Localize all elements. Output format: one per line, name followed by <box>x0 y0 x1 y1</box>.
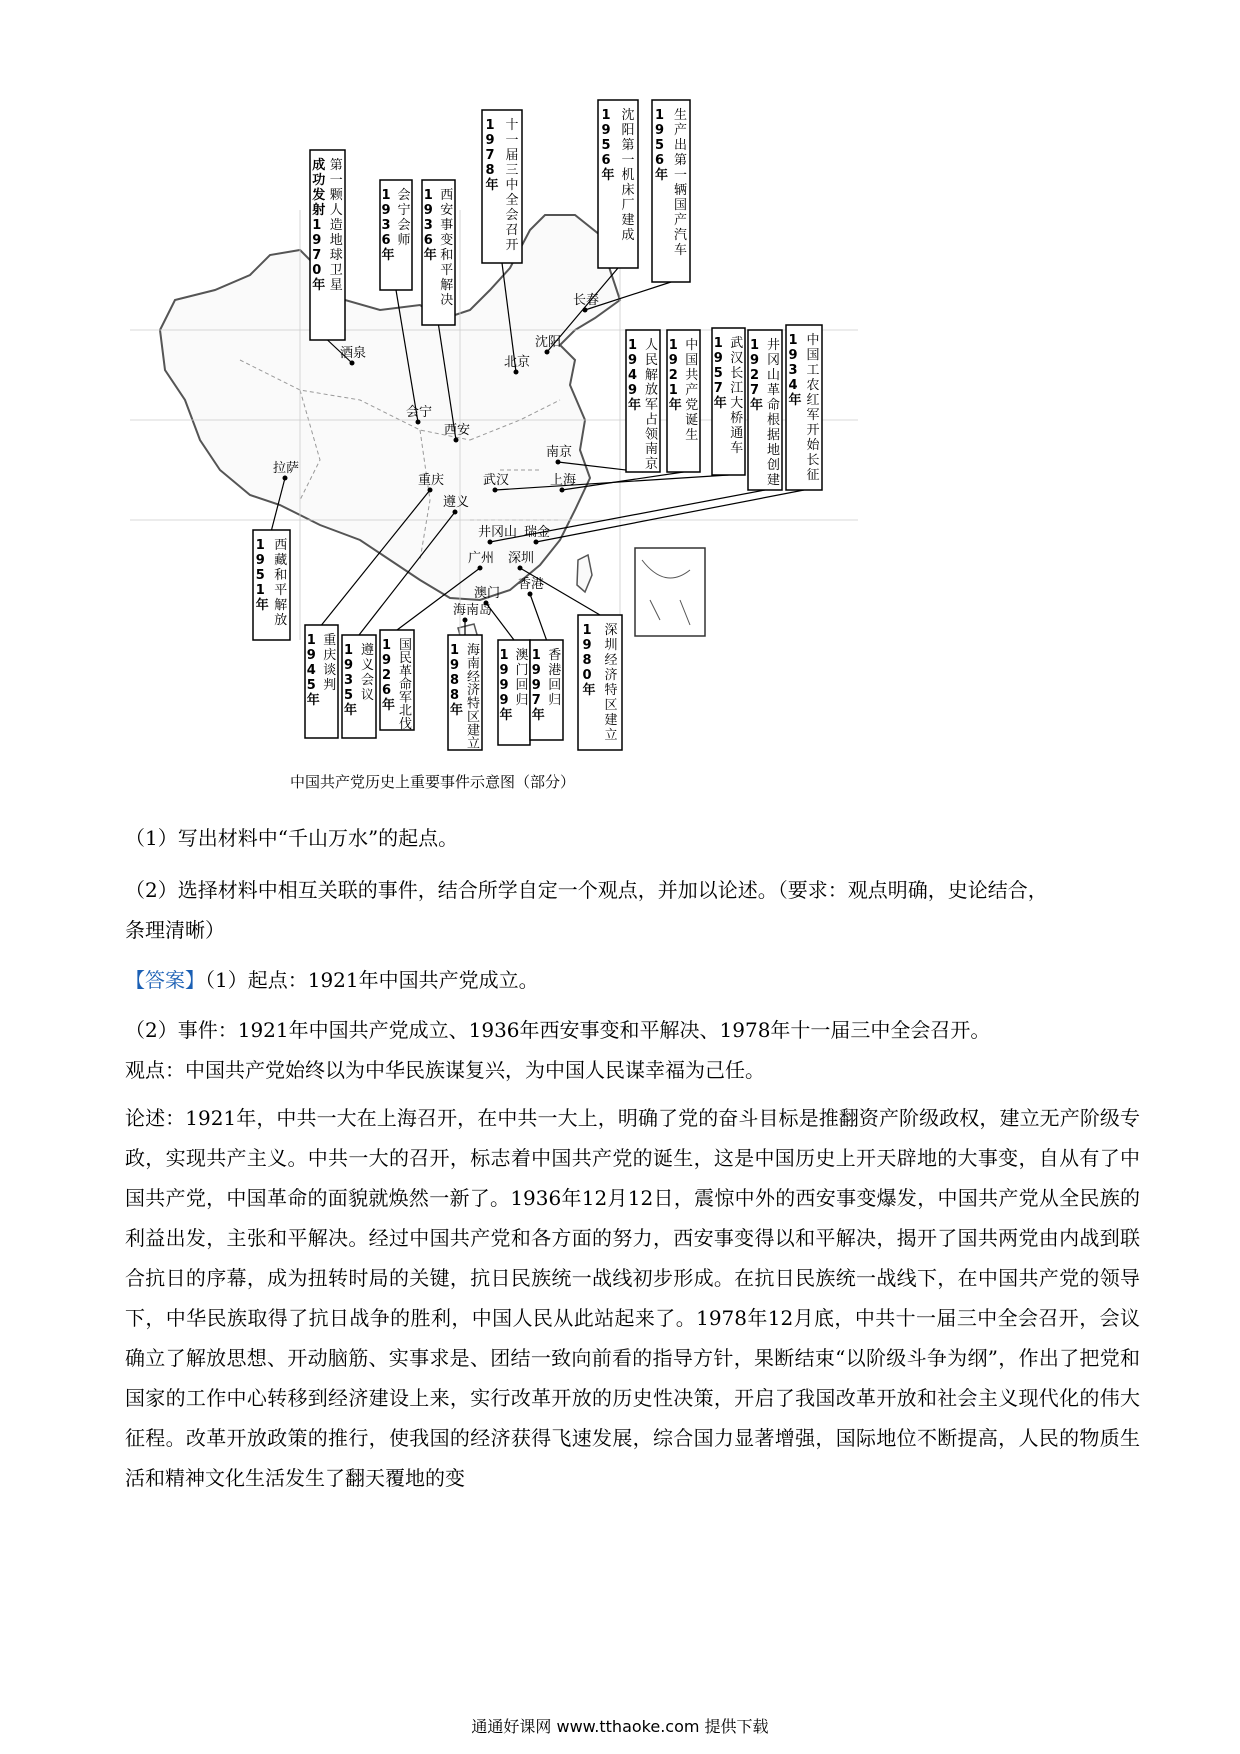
event-year-char: 9 <box>788 348 798 363</box>
event-label-char: 根 <box>767 413 781 428</box>
event-year-char: 年 <box>312 278 326 293</box>
event-label-char: 星 <box>329 278 343 293</box>
event-year-char: 年 <box>381 248 395 263</box>
event-label-char: 产 <box>674 123 688 138</box>
event-label-char: 海 <box>467 643 481 658</box>
event-label-char: 长 <box>806 453 820 468</box>
question-2-line1: （2）选择材料中相互关联的事件，结合所学自定一个观点，并加以论述。（要求：观点明确，史论结合， <box>125 878 1048 902</box>
event-label-char: 革 <box>767 383 781 398</box>
event-label-char: 开 <box>806 423 820 438</box>
event-year-char: 8 <box>582 653 592 668</box>
event-year-char: 9 <box>255 553 265 568</box>
event-label-char: 事 <box>440 218 454 233</box>
event-year-char: 7 <box>750 383 760 398</box>
event-label-char: 一 <box>329 173 343 188</box>
city-dot <box>428 488 433 493</box>
event-label-char: 车 <box>674 243 688 258</box>
event-label-char: 据 <box>767 428 781 443</box>
event-label-char: 产 <box>674 213 688 228</box>
event-label-char: 圳 <box>604 638 618 653</box>
event-label-char: 国 <box>674 198 688 213</box>
city-dot <box>350 361 355 366</box>
event-label-char: 长 <box>730 366 744 381</box>
event-label-char: 军 <box>399 690 413 706</box>
city-label: 长春 <box>573 293 600 308</box>
event-label-char: 大 <box>730 396 744 411</box>
city-dot <box>545 350 550 355</box>
event-year-char: 成 <box>312 158 326 173</box>
event-label-char: 中 <box>806 333 820 348</box>
event-year-char: 4 <box>788 378 798 393</box>
event-label-char: 造 <box>329 218 343 233</box>
event-year-char: 发 <box>312 188 326 203</box>
city-dot <box>283 476 288 481</box>
event-label-char: 京 <box>645 457 659 473</box>
event-label-char: 中 <box>505 178 519 193</box>
event-label-char: 球 <box>329 248 343 263</box>
event-year-char: 9 <box>306 648 316 663</box>
city-label: 会宁 <box>406 405 433 420</box>
event-label-char: 军 <box>806 408 820 423</box>
event-label-char: 一 <box>505 133 519 148</box>
event-label-char: 建 <box>767 473 781 488</box>
event-year-char: 1 <box>601 108 611 123</box>
event-year-char: 4 <box>306 663 316 678</box>
event-year-char: 1 <box>655 108 665 123</box>
city-label: 海南岛 <box>453 603 493 618</box>
event-label-char: 平 <box>440 263 454 278</box>
city-label: 香港 <box>518 577 545 592</box>
city-dot <box>488 540 493 545</box>
event-label-char: 经 <box>467 669 481 685</box>
event-label-char: 深 <box>604 623 618 638</box>
event-label-char: 出 <box>674 138 688 153</box>
event-label-char: 放 <box>645 382 659 398</box>
event-year-char: 9 <box>655 123 665 138</box>
event-year-char: 6 <box>382 683 392 698</box>
event-label-char: 人 <box>329 203 343 218</box>
city-label: 遵义 <box>443 495 470 510</box>
event-label-char: 变 <box>440 233 454 248</box>
event-year-char: 5 <box>306 678 316 693</box>
event-year-char: 年 <box>601 168 615 183</box>
city-label: 拉萨 <box>273 461 300 476</box>
event-label-char: 辆 <box>674 183 688 198</box>
event-year-char: 2 <box>668 368 678 383</box>
page-footer: 通通好课网 www.tthaoke.com 提供下载 <box>471 1717 769 1736</box>
event-label-char: 届 <box>505 148 519 163</box>
event-label-char: 生 <box>674 108 688 123</box>
event-year-char: 9 <box>450 658 460 673</box>
city-dot <box>493 488 498 493</box>
event-label-char: 汉 <box>730 351 744 366</box>
event-year-char: 7 <box>312 248 322 263</box>
event-label-char: 第 <box>674 153 688 168</box>
event-year-char: 2 <box>382 668 392 683</box>
event-label-char: 十 <box>505 118 519 133</box>
event-year-char: 5 <box>713 366 723 381</box>
event-label-char: 立 <box>604 728 618 743</box>
event-label-char: 第 <box>621 138 635 153</box>
event-year-char: 9 <box>750 353 760 368</box>
city-label: 广州 <box>468 551 495 566</box>
event-year-char: 功 <box>312 173 326 188</box>
event-year-char: 年 <box>750 398 764 413</box>
event-label-char: 生 <box>685 428 699 443</box>
event-label-char: 民 <box>645 352 659 368</box>
event-year-char: 1 <box>713 336 723 351</box>
event-year-char: 9 <box>713 351 723 366</box>
event-label-char: 宁 <box>397 203 411 218</box>
event-label-char: 地 <box>767 443 781 458</box>
event-label-char: 党 <box>685 398 699 413</box>
event-label-char: 义 <box>361 658 375 673</box>
event-label-char: 创 <box>767 458 781 473</box>
event-year-char: 1 <box>306 633 316 648</box>
event-label-char: 军 <box>645 397 659 413</box>
taiwan-island <box>577 555 592 592</box>
event-year-char: 年 <box>344 703 358 718</box>
event-year-char: 9 <box>499 678 509 693</box>
event-label-char: 地 <box>329 233 343 248</box>
event-label-char: 归 <box>515 693 529 708</box>
event-year-char: 年 <box>423 248 437 263</box>
city-dot <box>528 592 533 597</box>
event-label-char: 命 <box>767 398 781 413</box>
south-sea-inset <box>635 548 705 636</box>
event-label-char: 伐 <box>399 716 413 732</box>
event-year-char: 1 <box>381 188 391 203</box>
event-year-char: 1 <box>499 648 509 663</box>
event-year-char: 年 <box>450 703 464 718</box>
event-label-char: 全 <box>505 193 519 208</box>
event-year-char: 年 <box>788 393 802 408</box>
event-year-char: 9 <box>582 638 592 653</box>
city-label: 重庆 <box>418 473 445 488</box>
event-label-char: 人 <box>645 338 659 353</box>
event-label-char: 西 <box>440 188 454 203</box>
event-year-char: 1 <box>628 338 638 353</box>
event-label-char: 冈 <box>767 353 781 368</box>
city-label: 瑞金 <box>524 525 551 540</box>
city-dot <box>518 566 523 571</box>
event-label-char: 占 <box>645 412 659 428</box>
event-label-char: 产 <box>685 383 699 398</box>
city-dot <box>514 370 519 375</box>
event-year-char: 1 <box>450 643 460 658</box>
event-year-char: 年 <box>531 708 545 723</box>
event-label-char: 特 <box>604 683 618 698</box>
event-label-char: 门 <box>515 663 529 678</box>
event-label-char: 命 <box>399 677 413 693</box>
event-year-char: 年 <box>628 398 642 413</box>
city-dot <box>416 420 421 425</box>
event-label-char: 平 <box>274 583 288 598</box>
answer-1-line <box>125 960 1115 1000</box>
event-label-char: 北 <box>399 703 413 719</box>
event-year-char: 6 <box>601 153 611 168</box>
event-year-char: 9 <box>628 383 638 398</box>
event-year-char: 年 <box>582 683 596 698</box>
answer-discussion <box>125 1098 1140 1498</box>
event-label-char: 征 <box>806 468 820 483</box>
event-year-char: 9 <box>499 693 509 708</box>
event-label-char: 中 <box>685 338 699 353</box>
event-year-char: 1 <box>423 188 433 203</box>
event-year-char: 9 <box>423 203 433 218</box>
event-label-char: 西 <box>274 538 288 553</box>
event-year-char: 1 <box>668 338 678 353</box>
event-year-char: 9 <box>601 123 611 138</box>
answer-view: 观点：中国共产党始终以为中华民族谋复兴，为中国人民谋幸福为己任。 <box>125 1058 765 1082</box>
event-label-char: 放 <box>274 613 288 628</box>
city-dot <box>560 488 565 493</box>
event-label-char: 遵 <box>361 643 375 658</box>
city-dot <box>583 308 588 313</box>
event-year-char: 1 <box>788 333 798 348</box>
event-label-char: 通 <box>730 426 744 441</box>
answer-tag: 【答案】 <box>125 968 205 992</box>
event-label-char: 汽 <box>674 228 688 243</box>
event-label-char: 床 <box>621 183 635 198</box>
event-year-char: 5 <box>344 688 354 703</box>
event-label-char: 谈 <box>323 663 337 678</box>
event-label-char: 农 <box>806 378 820 393</box>
event-label-char: 决 <box>440 293 454 308</box>
event-label-char: 召 <box>505 223 519 238</box>
city-label: 酒泉 <box>340 346 367 361</box>
event-label-char: 成 <box>621 228 635 243</box>
city-dot <box>556 460 561 465</box>
event-label-char: 庆 <box>323 648 337 663</box>
event-year-char: 0 <box>582 668 592 683</box>
event-label-char: 判 <box>323 678 337 693</box>
map-caption: 中国共产党历史上重要事件示意图（部分） <box>290 773 576 791</box>
event-label-char: 工 <box>806 363 820 378</box>
event-label-char: 颗 <box>329 188 343 203</box>
event-year-char: 1 <box>312 218 322 233</box>
event-year-char: 年 <box>485 178 499 193</box>
event-year-char: 3 <box>423 218 433 233</box>
event-year-char: 3 <box>344 673 354 688</box>
event-label-char: 建 <box>604 713 618 728</box>
event-label-char: 桥 <box>730 411 744 426</box>
city-label: 澳门 <box>474 586 501 601</box>
discussion-text: 论述：1921年，中共一大在上海召开，在中共一大上，明确了党的奋斗目标是推翻资产阶级政权，建立无产阶级专政，实现共产主义。中共一大的召开，标志着中国共产党的诞生，这是中国历史上开天辟地的大事变，自从有了中国共产党，中国革命的面貌就焕然一新了。1936年12月12日，震惊中外的西安事变爆发，中国共产党从全民族的利益出发，主张和平解决。经过中国共产党和各方面的努力，西安事变得以和平解决，揭开了国共两党由内战到联合抗日的序幕，成为扭转时局的关键，抗日民族统一战线初步形成。在抗日民族统一战线下，在中国共产党的领导下，中华民族取得了抗日战争的胜利，中国人民从此站起来了。1978年12月底，中共十一届三中全会召开，会议确立了解放思想、开动脑筋、实事求是、团结一致向前看的指导方针，果断结束“以阶级斗争为纲”，作出了把党和国家的工作中心转移到经济建设上来，实行改革开放的历史性决策，开启了我国改革开放和社会主义现代化的伟大征程。改革开放政策的推行，使我国的经济获得飞速发展，综合国力显著增强，国际地位不断提高，人民的物质生活和精神文化生活发生了翻天覆地的变 <box>125 1106 1140 1490</box>
event-label-char: 机 <box>621 168 635 183</box>
event-label-char: 安 <box>440 203 454 218</box>
question-1: （1）写出材料中“千山万水”的起点。 <box>125 826 459 850</box>
event-year-char: 年 <box>255 598 269 613</box>
event-year-char: 9 <box>382 653 392 668</box>
event-year-char: 年 <box>499 708 513 723</box>
event-label-char: 国 <box>685 353 699 368</box>
event-label-char: 车 <box>730 441 744 456</box>
city-label: 沈阳 <box>535 335 562 350</box>
city-dot <box>534 540 539 545</box>
city-dot <box>454 438 459 443</box>
event-year-char: 4 <box>628 368 638 383</box>
event-label-char: 领 <box>645 427 659 443</box>
event-label-char: 解 <box>645 367 659 383</box>
event-label-char: 区 <box>467 709 481 725</box>
event-label-char: 江 <box>730 381 744 396</box>
event-year-char: 9 <box>344 658 354 673</box>
event-year-char: 8 <box>485 163 495 178</box>
event-label-char: 革 <box>399 664 413 680</box>
city-dot <box>463 618 468 623</box>
event-label-char: 解 <box>274 598 288 613</box>
event-label-char: 特 <box>467 696 481 712</box>
event-label-char: 建 <box>467 723 481 739</box>
event-label-char: 南 <box>467 656 481 672</box>
event-label-char: 第 <box>329 158 343 173</box>
event-year-char: 7 <box>713 381 723 396</box>
city-label: 深圳 <box>508 551 535 566</box>
event-label-char: 三 <box>505 163 519 178</box>
event-year-char: 1 <box>485 118 495 133</box>
event-year-char: 射 <box>312 203 326 218</box>
event-year-char: 年 <box>668 398 682 413</box>
city-label: 上海 <box>550 473 577 488</box>
event-label-char: 一 <box>674 168 688 183</box>
event-year-char: 6 <box>381 233 391 248</box>
event-label-char: 立 <box>467 736 481 752</box>
event-label-char: 区 <box>604 698 618 713</box>
event-year-char: 9 <box>531 678 541 693</box>
event-label-char: 济 <box>604 668 618 683</box>
event-label-char: 会 <box>361 673 375 688</box>
city-label: 武汉 <box>483 473 510 488</box>
event-label-char: 开 <box>505 238 519 253</box>
event-year-char: 1 <box>582 623 592 638</box>
event-leader-line <box>530 594 547 640</box>
event-year-char: 6 <box>423 233 433 248</box>
event-year-char: 3 <box>788 363 798 378</box>
event-year-char: 5 <box>655 138 665 153</box>
event-year-char: 8 <box>450 688 460 703</box>
event-label-char: 南 <box>645 442 659 458</box>
event-label-char: 会 <box>397 188 411 203</box>
event-year-char: 7 <box>485 148 495 163</box>
event-year-char: 5 <box>255 568 265 583</box>
event-label-char: 一 <box>621 153 635 168</box>
city-label: 西安 <box>444 423 471 438</box>
event-year-char: 1 <box>344 643 354 658</box>
event-label-char: 香 <box>548 648 562 663</box>
event-label-char: 共 <box>685 368 699 383</box>
event-label-char: 师 <box>397 233 411 248</box>
event-label-char: 武 <box>730 336 744 351</box>
event-label-char: 议 <box>361 688 375 703</box>
event-year-char: 1 <box>382 638 392 653</box>
event-label-char: 建 <box>621 213 635 228</box>
event-year-char: 年 <box>713 396 727 411</box>
event-year-char: 6 <box>655 153 665 168</box>
history-events-map <box>118 95 858 795</box>
event-year-char: 9 <box>668 353 678 368</box>
event-year-char: 1 <box>668 383 678 398</box>
event-year-char: 9 <box>628 353 638 368</box>
event-label-char: 民 <box>399 651 413 667</box>
event-label-char: 诞 <box>685 413 699 428</box>
event-label-char: 和 <box>440 248 454 263</box>
event-label-char: 济 <box>467 683 481 699</box>
event-year-char: 9 <box>531 663 541 678</box>
event-year-char: 9 <box>485 133 495 148</box>
event-year-char: 年 <box>306 693 320 708</box>
event-label-char: 山 <box>767 368 781 383</box>
event-year-char: 9 <box>312 233 322 248</box>
city-label: 井冈山 <box>478 525 518 540</box>
event-label-char: 澳 <box>515 648 529 663</box>
event-label-char: 始 <box>806 438 820 453</box>
map-figure <box>118 95 858 795</box>
city-dot <box>478 566 483 571</box>
event-label-char: 卫 <box>329 263 343 278</box>
event-year-char: 1 <box>531 648 541 663</box>
city-label: 北京 <box>504 355 531 370</box>
event-year-char: 9 <box>499 663 509 678</box>
event-year-char: 2 <box>750 368 760 383</box>
event-label-char: 红 <box>806 393 820 408</box>
city-dot <box>453 510 458 515</box>
event-year-char: 5 <box>601 138 611 153</box>
event-label-char: 会 <box>505 208 519 223</box>
event-year-char: 9 <box>381 203 391 218</box>
event-year-char: 8 <box>450 673 460 688</box>
event-label-char: 会 <box>397 218 411 233</box>
event-label-char: 国 <box>399 638 413 653</box>
event-year-char: 0 <box>312 263 322 278</box>
event-year-char: 7 <box>531 693 541 708</box>
event-label-char: 回 <box>515 678 529 693</box>
event-label-char: 藏 <box>274 553 288 568</box>
event-year-char: 年 <box>382 698 396 713</box>
event-label-char: 解 <box>440 278 454 293</box>
event-label-char: 沈 <box>621 108 635 123</box>
event-label-char: 井 <box>767 338 781 353</box>
event-label-char: 阳 <box>621 123 635 138</box>
event-label-char: 回 <box>548 678 562 693</box>
event-year-char: 1 <box>750 338 760 353</box>
answer-1: （1）起点：1921年中国共产党成立。 <box>205 968 539 992</box>
answer-2: （2）事件：1921年中国共产党成立、1936年西安事变和平解决、1978年十一届三中全会召开。 <box>125 1018 991 1042</box>
city-label: 南京 <box>546 445 573 460</box>
event-year-char: 3 <box>381 218 391 233</box>
event-label-char: 和 <box>274 568 288 583</box>
event-year-char: 1 <box>255 538 265 553</box>
event-year-char: 年 <box>655 168 669 183</box>
event-label-char: 经 <box>604 653 618 668</box>
event-label-char: 归 <box>548 693 562 708</box>
event-year-char: 1 <box>255 583 265 598</box>
event-label-char: 重 <box>323 633 337 648</box>
event-label-char: 港 <box>548 663 562 678</box>
question-2-line2: 条理清晰） <box>125 918 225 942</box>
event-label-char: 厂 <box>621 198 635 213</box>
event-label-char: 国 <box>806 348 820 363</box>
